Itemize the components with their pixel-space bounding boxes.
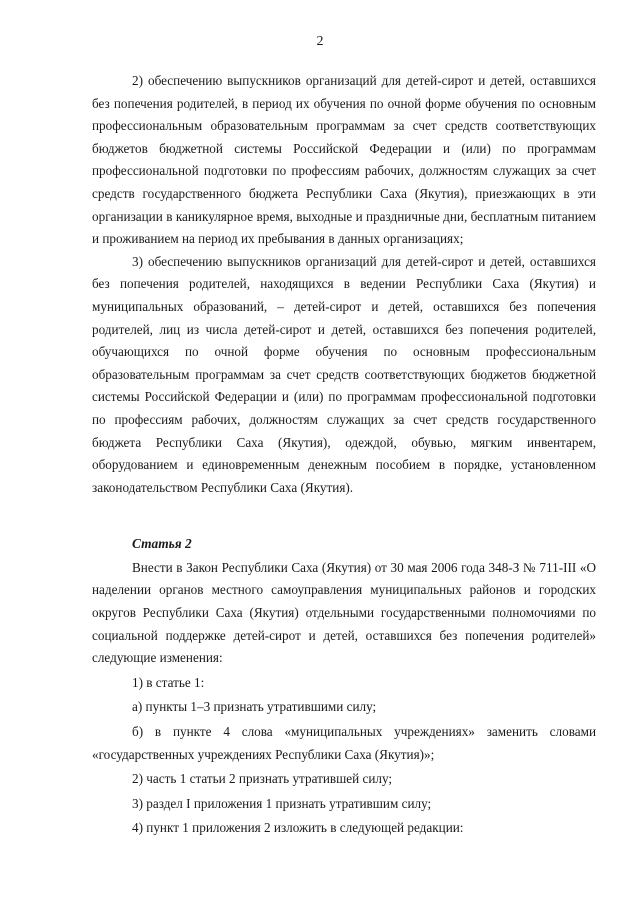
amendment-item-1b: б) в пункте 4 слова «муниципальных учреждениях» заменить словами «государственных учреждениях Республики Саха (Якутия)»; [92, 724, 596, 762]
paragraph-clause-3: 3) обеспечению выпускников организаций для детей-сирот и детей, оставшихся без попечения родителей, находящихся в ведении Республики Саха (Якутия) и муниципальных образований, – детей-сирот и детей, оставшихся без попечения родителей, лиц из числа детей-сирот и детей, оставшихся без попечения родителей, обучающихся по очной форме обучения по основным профессиональным образовательным программам за счет средств соответствующих бюджетов бюджетной системы Российской Федерации и (или) по программам профессиональной подготовки по профессиям рабочих, должностям служащих за счет средств государственного бюджета Республики Саха (Якутия), одеждой, обувью, мягким инвентарем, оборудованием и единовременным денежным пособием в порядке, установленном законодательством Республики Саха (Якутия). [92, 253, 596, 495]
page-number: 2 [316, 34, 324, 49]
amendment-item-2: 2) часть 1 статьи 2 признать утратившей силу; [132, 771, 393, 787]
amendment-item-4: 4) пункт 1 приложения 2 изложить в следующей редакции: [132, 820, 464, 836]
amendment-item-1: 1) в статье 1: [132, 674, 205, 690]
document-body [92, 70, 596, 840]
paragraph-clause-2: 2) обеспечению выпускников организаций для детей-сирот и детей, оставшихся без попечения родителей, в период их обучения по очной форме обучения по основным профессиональным образовательным программам за счет средств соответствующих бюджетов бюджетной системы Российской Федерации и (или) по программам профессиональной подготовки по профессиям рабочих, должностям служащих за счет средств государственного бюджета Республики Саха (Якутия), приезжающих в эти организации в каникулярное время, выходные и праздничные дни, бесплатным питанием и проживанием на период их пребывания в данных организациях; [92, 73, 596, 247]
article-heading: Статья 2 [132, 536, 192, 552]
amendment-item-3: 3) раздел I приложения 1 признать утратившим силу; [132, 795, 432, 811]
amendment-item-1a: а) пункты 1–3 признать утратившими силу; [132, 699, 377, 715]
article-intro: Внести в Закон Республики Саха (Якутия) от 30 мая 2006 года 348-З № 711-III «О наделении органов местного самоуправления муниципальных районов и городских округов Республики Саха (Якутия) отдельными государственными полномочиями по социальной поддержке детей-сирот и детей, оставшихся без попечения родителей» следующие изменения: [92, 559, 596, 666]
